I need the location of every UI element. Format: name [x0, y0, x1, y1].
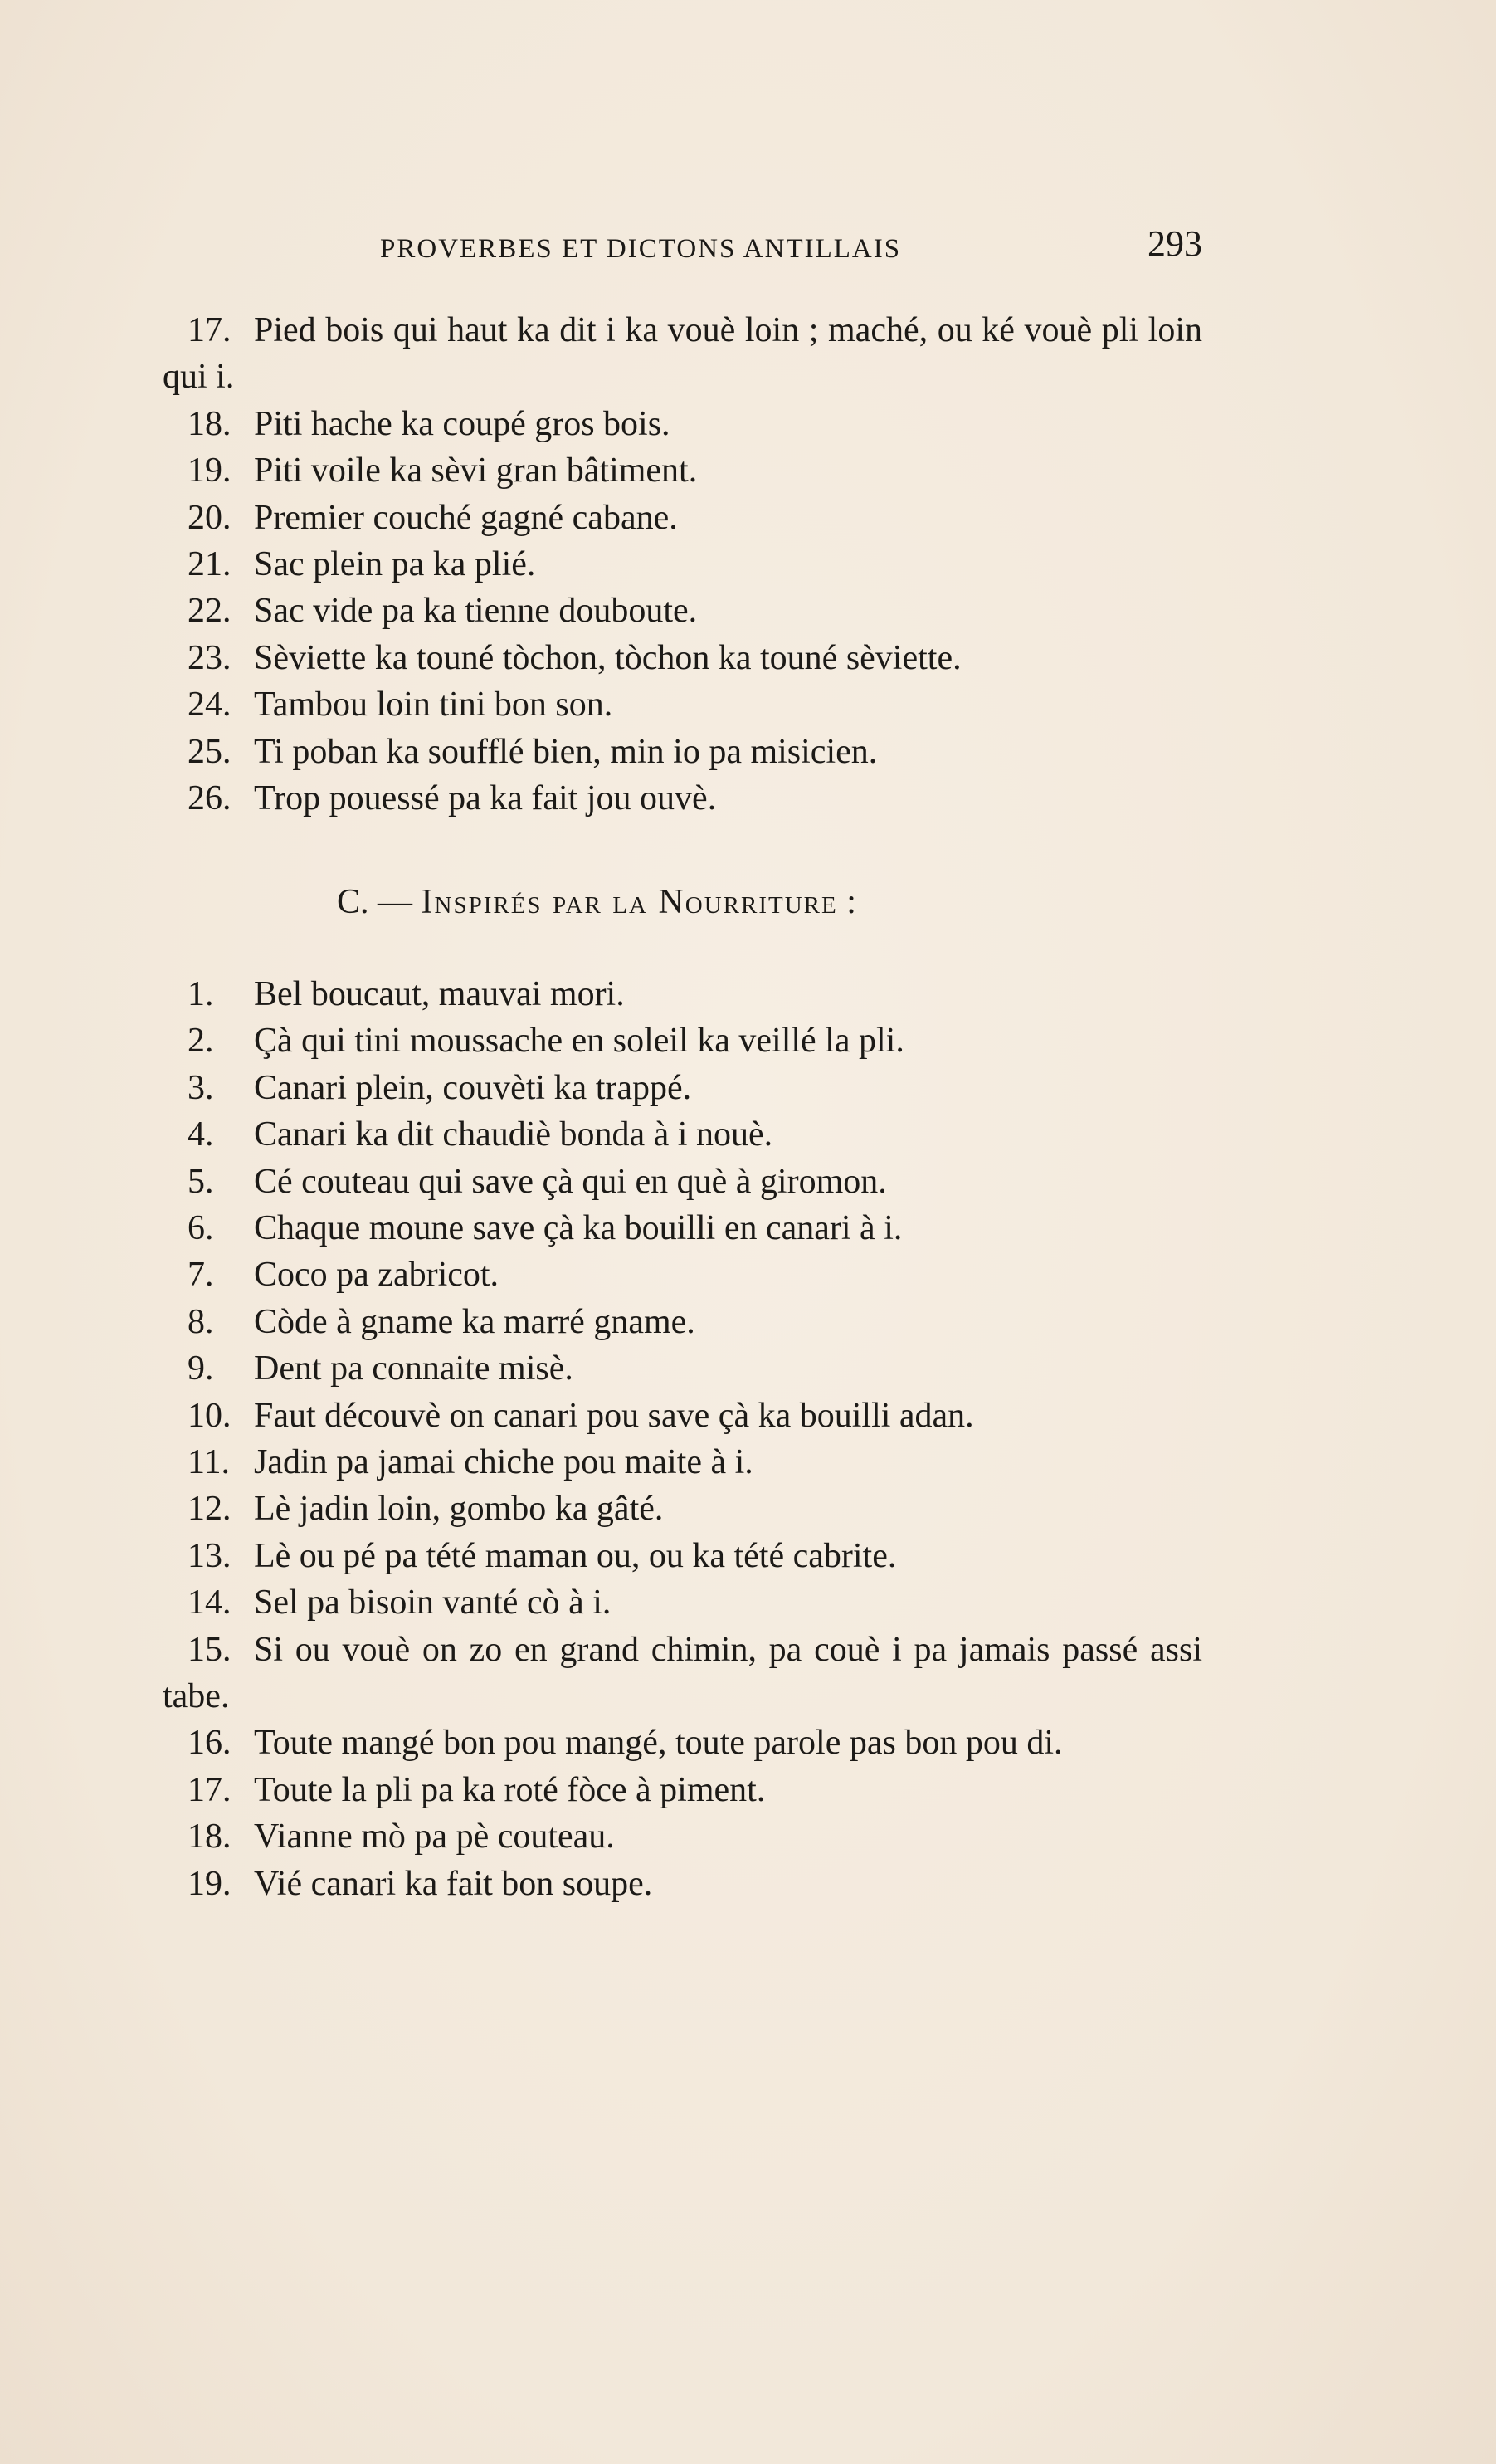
- page-number: 293: [1148, 223, 1202, 264]
- proverb-item: [163, 1345, 1202, 1392]
- proverb-number: 15.: [188, 1630, 231, 1669]
- proverb-number: 6.: [188, 1208, 214, 1247]
- proverb-item: [163, 1205, 1202, 1252]
- proverb-item: [163, 1252, 1202, 1298]
- section-letter: C. —: [337, 883, 413, 922]
- proverb-number: 24.: [188, 686, 231, 725]
- proverb-number: 12.: [188, 1490, 231, 1529]
- section-colon: :: [846, 883, 856, 922]
- proverb-number: 22.: [188, 592, 231, 631]
- proverb-number: 4.: [188, 1115, 214, 1154]
- proverb-item: [163, 1579, 1202, 1626]
- proverb-text: Bel boucaut, mauvai mori.: [254, 974, 625, 1013]
- proverb-number: 18.: [188, 404, 231, 443]
- proverb-item: [163, 1861, 1202, 1907]
- proverb-item: [163, 447, 1202, 494]
- section-heading-c: [163, 879, 1202, 925]
- proverb-item: [163, 1486, 1202, 1532]
- proverb-item: [163, 1111, 1202, 1158]
- proverb-text: Piti voile ka sèvi gran bâtiment.: [254, 451, 698, 490]
- proverb-number: 19.: [188, 1864, 231, 1903]
- proverb-item: [163, 1299, 1202, 1345]
- section-title: Inspirés par la Nourriture: [421, 883, 838, 922]
- proverb-text: Còde à gname ka marré gname.: [254, 1302, 695, 1341]
- proverb-number: 17.: [188, 311, 231, 349]
- proverb-text: Toute mangé bon pou mangé, toute parole pas bon pou di.: [254, 1724, 1063, 1763]
- proverb-number: 19.: [188, 451, 231, 490]
- proverb-item: [163, 1627, 1202, 1720]
- proverb-text: Si ou vouè on zo en grand chimin, pa couè i pa jamais passé assi tabe.: [163, 1630, 1202, 1715]
- proverb-text: Canari plein, couvèti ka trappé.: [254, 1068, 692, 1107]
- proverb-text: Vianne mò pa pè couteau.: [254, 1818, 615, 1857]
- proverb-text: Dent pa connaite misè.: [254, 1349, 573, 1388]
- proverb-text: Sèviette ka touné tòchon, tòchon ka touné sèviette.: [254, 638, 962, 677]
- proverb-item: [163, 307, 1202, 401]
- proverb-item: [163, 635, 1202, 681]
- proverb-number: 2.: [188, 1022, 214, 1061]
- proverb-text: Cé couteau qui save çà qui en què à giromon.: [254, 1162, 887, 1201]
- proverb-item: [163, 775, 1202, 822]
- proverb-text: Jadin pa jamai chiche pou maite à i.: [254, 1442, 753, 1481]
- proverb-text: Lè ou pé pa tété maman ou, ou ka tété cabrite.: [254, 1536, 897, 1575]
- proverb-number: 25.: [188, 732, 231, 771]
- proverb-number: 11.: [188, 1442, 230, 1481]
- proverb-item: [163, 1533, 1202, 1579]
- proverb-item: [163, 971, 1202, 1017]
- proverb-item: [163, 1813, 1202, 1860]
- proverb-number: 16.: [188, 1724, 231, 1763]
- proverb-item: [163, 1720, 1202, 1766]
- proverb-item: [163, 588, 1202, 634]
- proverb-text: Lè jadin loin, gombo ka gâté.: [254, 1490, 664, 1529]
- proverb-text: Ti poban ka soufflé bien, min io pa misicien.: [254, 732, 878, 771]
- proverb-number: 14.: [188, 1583, 231, 1622]
- proverb-text: Piti hache ka coupé gros bois.: [254, 404, 670, 443]
- proverb-text: Coco pa zabricot.: [254, 1256, 499, 1295]
- page-body: [163, 307, 1202, 1907]
- proverb-text: Sel pa bisoin vanté cò à i.: [254, 1583, 612, 1622]
- proverb-text: Çà qui tini moussache en soleil ka veillé la pli.: [254, 1022, 904, 1061]
- proverb-item: [163, 1159, 1202, 1205]
- proverb-number: 10.: [188, 1396, 231, 1435]
- proverb-number: 8.: [188, 1302, 214, 1341]
- proverb-text: Sac vide pa ka tienne douboute.: [254, 592, 698, 631]
- proverb-item: [163, 681, 1202, 728]
- proverb-item: [163, 495, 1202, 541]
- proverb-text: Faut découvè on canari pou save çà ka bouilli adan.: [254, 1396, 974, 1435]
- proverb-item: [163, 401, 1202, 447]
- page-header: [163, 222, 1202, 272]
- proverb-item: [163, 1767, 1202, 1813]
- proverb-text: Premier couché gagné cabane.: [254, 498, 678, 537]
- proverb-item: [163, 1017, 1202, 1064]
- proverb-text: Sac plein pa ka plié.: [254, 545, 536, 584]
- proverb-number: 7.: [188, 1256, 214, 1295]
- proverb-number: 18.: [188, 1818, 231, 1857]
- proverb-text: Pied bois qui haut ka dit i ka vouè loin ; maché, ou ké vouè pli loin qui i.: [163, 311, 1202, 397]
- proverb-list-c: [163, 971, 1202, 1907]
- proverb-text: Toute la pli pa ka roté fòce à piment.: [254, 1770, 766, 1809]
- proverb-text: Vié canari ka fait bon soupe.: [254, 1864, 653, 1903]
- proverb-number: 5.: [188, 1162, 214, 1201]
- proverb-number: 21.: [188, 545, 231, 584]
- proverb-number: 20.: [188, 498, 231, 537]
- running-title: PROVERBES ET DICTONS ANTILLAIS: [380, 234, 902, 264]
- proverb-number: 13.: [188, 1536, 231, 1575]
- proverb-item: [163, 729, 1202, 775]
- proverb-text: Tambou loin tini bon son.: [254, 686, 613, 725]
- proverb-item: [163, 1065, 1202, 1111]
- proverb-list-b: [163, 307, 1202, 822]
- proverb-number: 17.: [188, 1770, 231, 1809]
- proverb-text: Canari ka dit chaudiè bonda à i nouè.: [254, 1115, 773, 1154]
- proverb-number: 23.: [188, 638, 231, 677]
- proverb-item: [163, 1439, 1202, 1486]
- proverb-text: Chaque moune save çà ka bouilli en canari à i.: [254, 1208, 903, 1247]
- proverb-number: 1.: [188, 974, 214, 1013]
- proverb-item: [163, 1393, 1202, 1439]
- proverb-text: Trop pouessé pa ka fait jou ouvè.: [254, 779, 717, 818]
- proverb-number: 26.: [188, 779, 231, 818]
- proverb-item: [163, 541, 1202, 588]
- proverb-number: 9.: [188, 1349, 214, 1388]
- proverb-number: 3.: [188, 1068, 214, 1107]
